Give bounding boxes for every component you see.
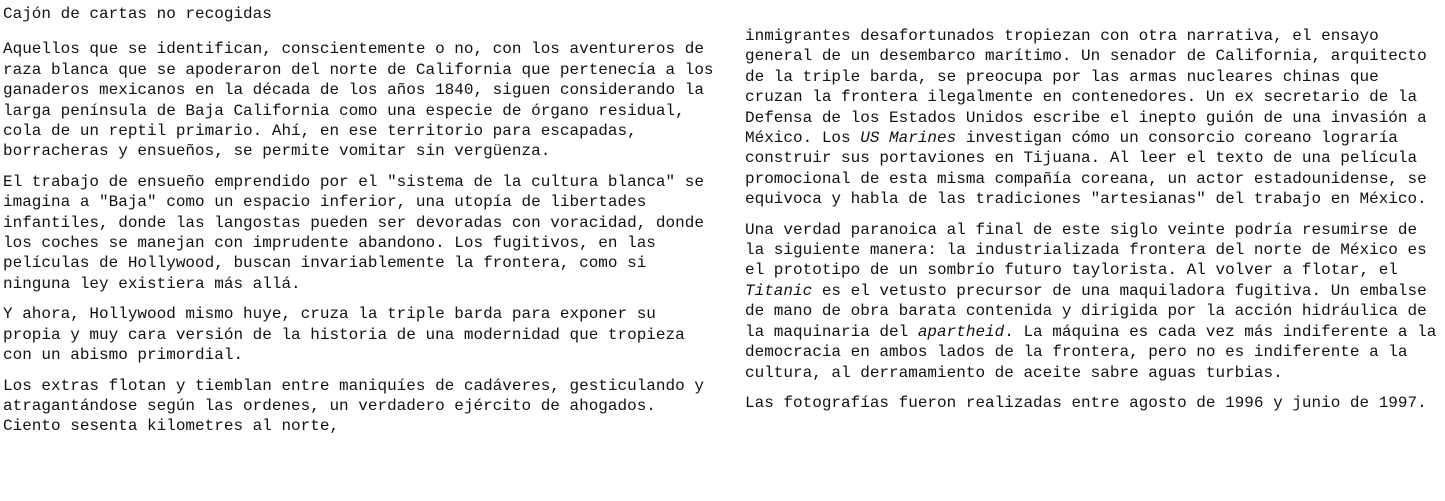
paragraph-4: Los extras flotan y tiemblan entre maniquíes de cadáveres, gesticulando y atragantándose según las ordenes, un verdadero ejército de ahogados. Ciento sesenta kilometres al norte,: [3, 376, 704, 436]
paragraph-1: Aquellos que se identifican, conscientemente o no, con los aventureros de raza blanca que se apoderaron del norte de California que pertenecía a los ganaderos mexicanos en la década de los años 1840, siguen considerando la larga península de Baja California como una especie de órgano residual, cola de un reptil primario. Ahí, en ese territorio para escapadas, borracheras y ensueños, se permite vomitar sin vergüenza.: [3, 40, 714, 161]
paragraph-7: Las fotografías fueron realizadas entre agosto de 1996 y junio de 1997.: [745, 393, 1427, 412]
page-title: Cajón de cartas no recogidas: [3, 5, 272, 23]
right-column: [745, 0, 1440, 413]
paragraph-5: [745, 26, 1440, 210]
paragraph-5-text-b: investigan cómo un consorcio coreano lograría construir sus portaviones en Tijuana. Al leer el texto de una película promocional de esta misma compañía coreana, un actor estadounidense, se equivoca y habla de las tradiciones "artesianas" del trabajo en México.: [745, 129, 1427, 209]
paragraph-6-text-c: . La máquina es cada vez más indiferente a la democracia en ambos lados de la frontera, pero no es indiferente a la cultura, al derramamiento de aceite sabre aguas turbias.: [745, 322, 1437, 382]
paragraph-5-text-a: inmigrantes desafortunados tropiezan con otra narrativa, el ensayo general de un desembarco marítimo. Un senador de California, arquitecto de la triple barda, se preocupa por las armas nucleares chinas que cruzan la frontera ilegalmente en contenedores. Un ex secretario de la Defensa de los Estados Unidos escribe el inepto guión de una invasión a México. Los: [745, 27, 1427, 148]
paragraph-6-text-a: Una verdad paranoica al final de este siglo veinte podría resumirse de la siguiente manera: la industrializada frontera del norte de México es el prototipo de un sombrío futuro taylorista. Al volver a flotar, el: [745, 220, 1427, 280]
paragraph-2: El trabajo de ensueño emprendido por el "sistema de la cultura blanca" se imagina a "Baja" como un espacio inferior, una utopía de libertades infantiles, donde las langostas pueden ser devoradas con voracidad, donde los coches se manejan con imprudente abandono. Los fugitivos, en las películas de Hollywood, buscan invariablemente la frontera, como si ninguna ley existiera más allá.: [3, 172, 704, 293]
left-column: [3, 0, 718, 437]
paragraph-6: [745, 220, 1440, 383]
paragraph-3: Y ahora, Hollywood mismo huye, cruza la triple barda para exponer su propia y muy cara versión de la historia de una modernidad que tropieza con un abismo primordial.: [3, 305, 685, 365]
paragraph-6-text-b: es el vetusto precursor de una maquiladora fugitiva. Un embalse de mano de obra barata contenida y dirigida por la acción hidráulica de la maquinaria del: [745, 281, 1427, 341]
us-marines-emphasis: US Marines: [860, 129, 957, 148]
apartheid-emphasis: apartheid: [917, 322, 1005, 341]
titanic-emphasis: Titanic: [745, 281, 813, 300]
